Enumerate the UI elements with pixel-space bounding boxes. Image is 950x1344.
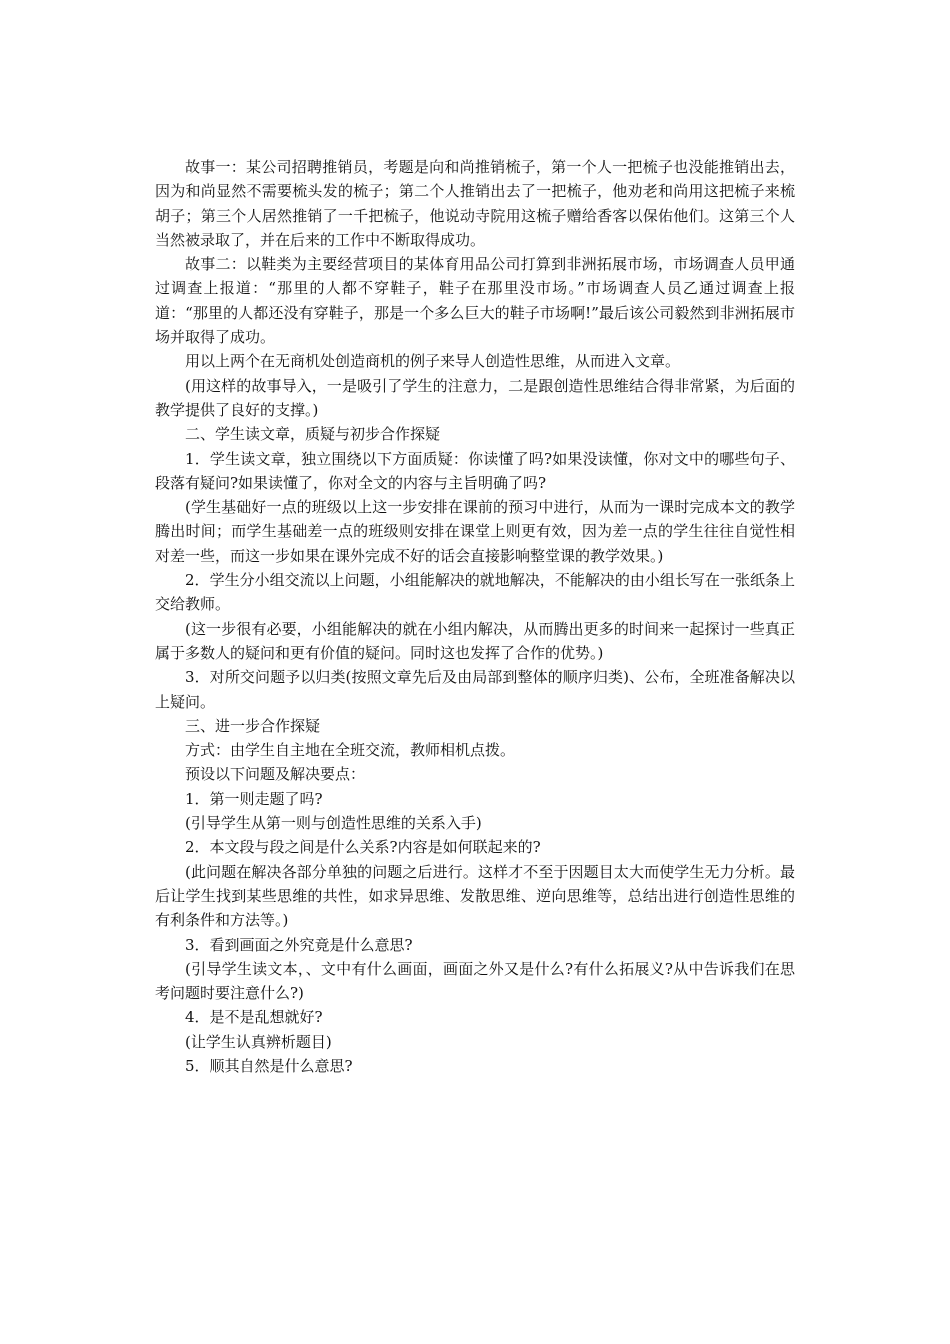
paragraph-intro-creative-thinking: 用以上两个在无商机处创造商机的例子来导人创造性思维，从而进入文章。 xyxy=(185,352,681,371)
paragraph-question-3-note: (引导学生读文本，、文中有什么画面，画面之外又是什么?有什么拓展义?从中告诉我们在思考问题时要注意什么?) xyxy=(155,959,795,1003)
paragraph-question-1-note: (引导学生从第一则与创造性思维的关系入手) xyxy=(185,814,482,833)
paragraph-story-two: 故事二：以鞋类为主要经营项目的某体育用品公司打算到非洲拓展市场，市场调查人员甲通过调查上报道：“那里的人都不穿鞋子，鞋子在那里没市场。”市场调查人员乙通过调查上报道：“那里的人都还没有穿鞋子，那是一个多么巨大的鞋子市场啊!”最后该公司毅然到非洲拓展市场并取得了成功。 xyxy=(155,255,795,347)
document-body xyxy=(155,155,795,1078)
paragraph-step-1: 1．学生读文章，独立围绕以下方面质疑：你读懂了吗?如果没读懂，你对文中的哪些句子、段落有疑问?如果读懂了，你对全文的内容与主旨明确了吗? xyxy=(155,449,795,492)
paragraph-question-5: 5．顺其自然是什么意思? xyxy=(185,1056,353,1075)
paragraph-question-4: 4．是不是乱想就好? xyxy=(185,1008,323,1027)
paragraph-question-1: 1．第一则走题了吗? xyxy=(185,789,323,808)
paragraph-intro-note: (用这样的故事导入，一是吸引了学生的注意力，二是跟创造性思维结合得非常紧，为后面的教学提供了良好的支撑。) xyxy=(155,376,795,419)
paragraph-question-4-note: (让学生认真辨析题目) xyxy=(185,1032,332,1051)
paragraph-step-2-note: (这一步很有必要，小组能解决的就在小组内解决，从而腾出更多的时间来一起探讨一些真正属于多数人的疑问和更有价值的疑问。同时这也发挥了合作的优势。) xyxy=(155,619,795,662)
paragraph-question-2-note: (此问题在解决各部分单独的问题之后进行。这样才不至于因题目太大而使学生无力分析。最后让学生找到某些思维的共性，如求异思维、发散思维、逆向思维等，总结出进行创造性思维的有利条件和方法等。) xyxy=(155,862,795,930)
paragraph-step-1-note: (学生基础好一点的班级以上这一步安排在课前的预习中进行，从而为一课时完成本文的教学腾出时间；而学生基础差一点的班级则安排在课堂上则更有效，因为差一点的学生往往自觉性相对差一些，而这一步如果在课外完成不好的话会直接影响整堂课的教学效果。) xyxy=(155,498,795,565)
paragraph-story-one: 故事一：某公司招聘推销员，考题是向和尚推销梳子，第一个人一把梳子也没能推销出去，因为和尚显然不需要梳头发的梳子；第二个人推销出去了一把梳子，他劝老和尚用这把梳子来梳胡子；第三个人居然推销了一千把梳子，他说动寺院用这梳子赠给香客以保佑他们。这第三个人当然被录取了，并在后来的工作中不断取得成功。 xyxy=(155,158,795,249)
paragraph-question-2: 2．本文段与段之间是什么关系?内容是如何联起来的? xyxy=(185,838,541,857)
paragraph-preset-questions: 预设以下问题及解决要点： xyxy=(185,765,366,784)
paragraph-question-3: 3．看到画面之外究竟是什么意思? xyxy=(185,935,413,954)
section-heading-two: 二、学生读文章，质疑与初步合作探疑 xyxy=(185,425,441,444)
section-heading-three: 三、进一步合作探疑 xyxy=(185,716,321,735)
paragraph-method: 方式：由学生自主地在全班交流，教师相机点拨。 xyxy=(185,741,516,760)
paragraph-step-3: 3．对所交问题予以归类(按照文章先后及由局部到整体的顺序归类)、公布，全班准备解决以上疑问。 xyxy=(155,668,795,711)
paragraph-step-2: 2．学生分小组交流以上问题，小组能解决的就地解决，不能解决的由小组长写在一张纸条上交给教师。 xyxy=(155,571,795,614)
